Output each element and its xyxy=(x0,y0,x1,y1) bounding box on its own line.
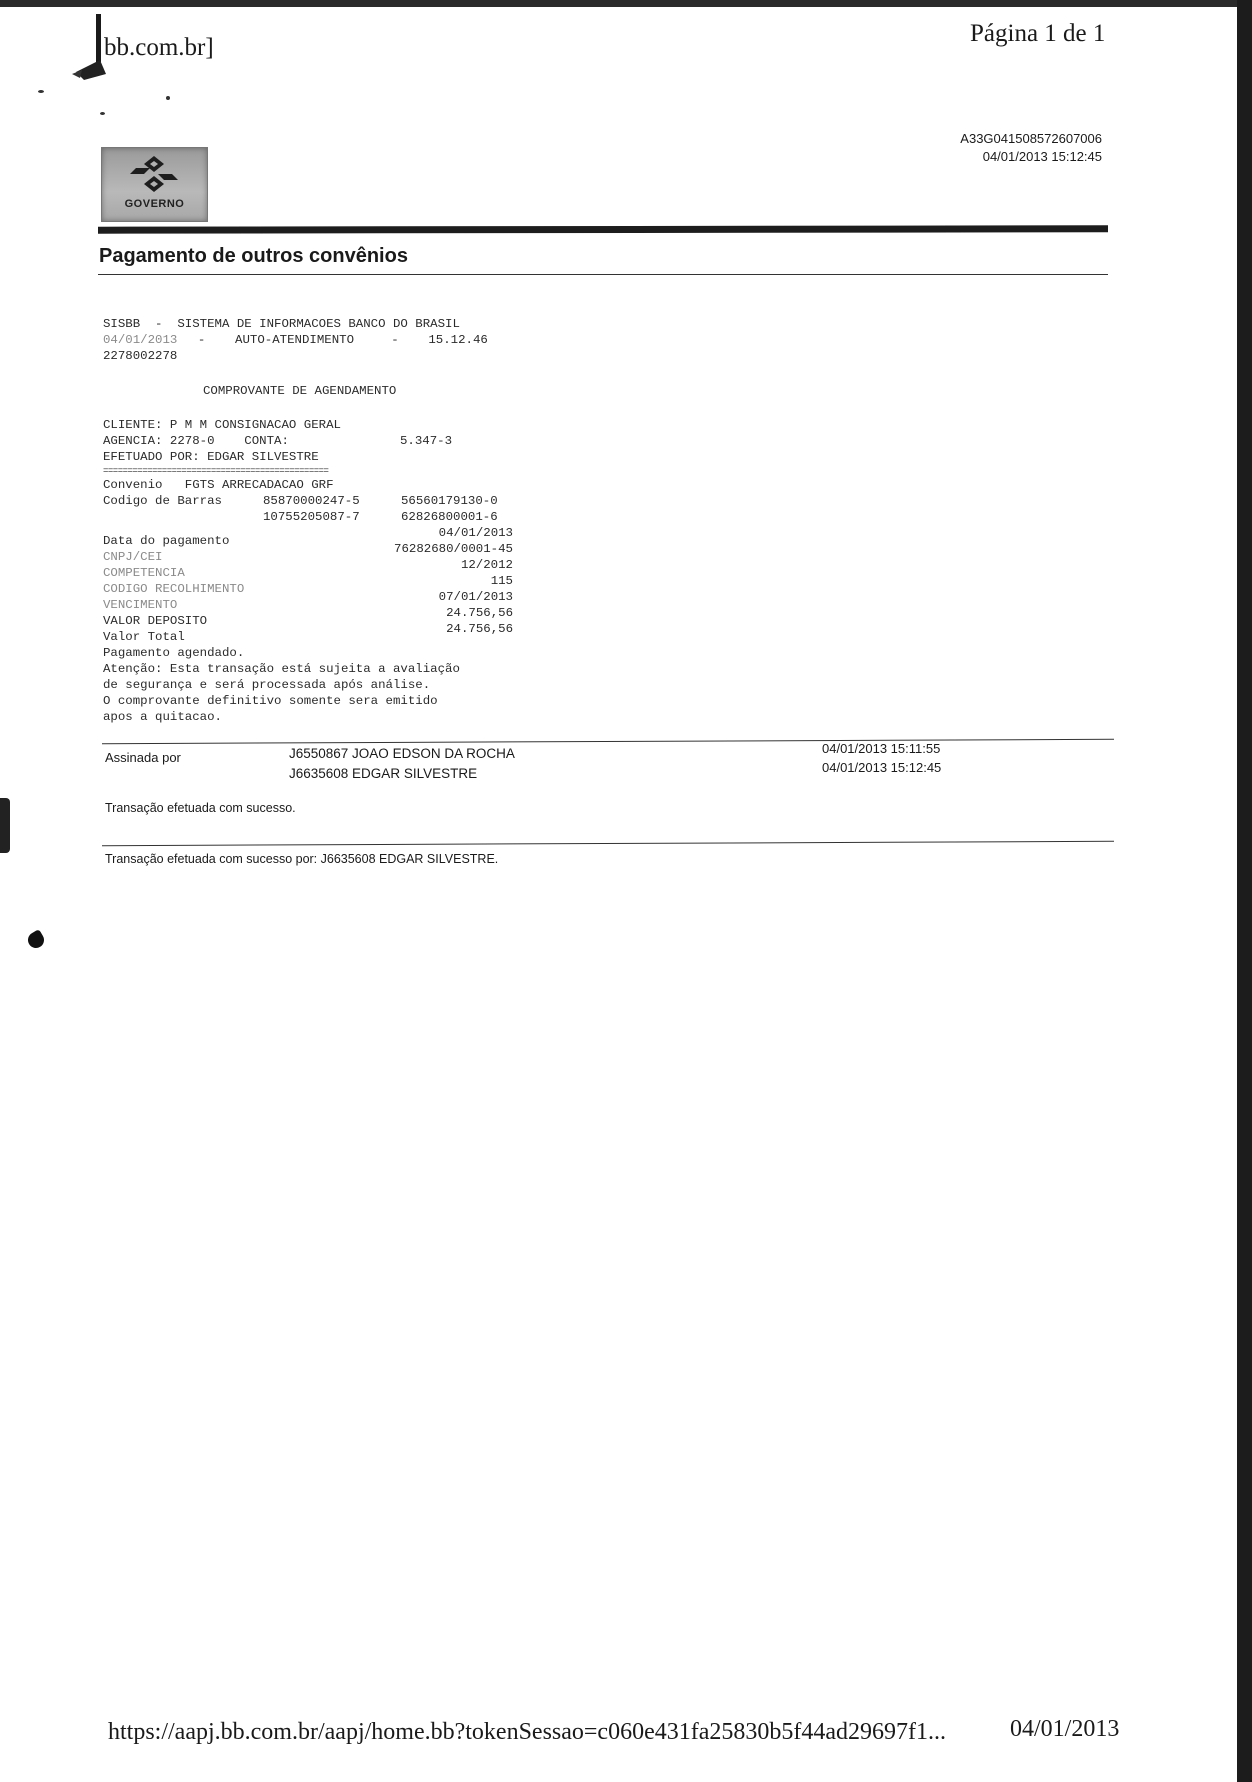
receipt-client: CLIENTE: P M M CONSIGNACAO GERAL xyxy=(103,418,341,432)
cnpj-value: 76282680/0001-45 xyxy=(394,542,513,556)
bb-logo-icon xyxy=(130,154,178,194)
signer-timestamp: 04/01/2013 15:12:45 xyxy=(822,760,942,775)
receipt-heading: COMPROVANTE DE AGENDAMENTO xyxy=(203,384,397,398)
reference-timestamp: 04/01/2013 15:12:45 xyxy=(982,149,1102,164)
header-url-fragment: bb.com.br] xyxy=(104,34,214,61)
barcode-part: 10755205087-7 xyxy=(263,510,360,524)
collection-code-value: 115 xyxy=(490,574,513,588)
barcode-label: Codigo de Barras xyxy=(103,494,222,508)
success-message: Transação efetuada com sucesso. xyxy=(105,801,296,815)
due-date-value: 07/01/2013 xyxy=(438,590,513,604)
receipt-separator: ============================================== xyxy=(103,466,329,476)
attention-note: Atenção: Esta transação está sujeita a avaliação xyxy=(103,662,460,676)
payment-date-label: Data do pagamento xyxy=(103,534,230,548)
banco-do-brasil-governo-logo xyxy=(101,147,208,222)
signer-timestamp: 04/01/2013 15:11:55 xyxy=(822,741,941,756)
header-divider xyxy=(98,225,1108,233)
receipt-performed-by: EFETUADO POR: EDGAR SILVESTRE xyxy=(103,450,319,464)
receipt-account-id: 2278002278 xyxy=(103,349,178,363)
signer-name: J6635608 EDGAR SILVESTRE xyxy=(289,766,478,781)
reference-code: A33G041508572607006 xyxy=(960,131,1102,146)
receipt-agreement: Convenio FGTS ARRECADACAO GRF xyxy=(103,478,334,492)
barcode-part: 85870000247-5 xyxy=(263,494,360,508)
competence-label: COMPETENCIA xyxy=(103,566,185,580)
receipt-date: 04/01/2013 xyxy=(103,333,178,347)
scan-dot xyxy=(38,90,44,93)
deposit-label: VALOR DEPOSITO xyxy=(103,614,208,628)
footer-url: https://aapj.bb.com.br/aapj/home.bb?tokenSessao=c060e431fa25830b5f44ad29697f1... xyxy=(108,1719,947,1745)
barcode-part: 56560179130-0 xyxy=(401,494,498,508)
total-value: 24.756,56 xyxy=(446,622,513,636)
signature-divider xyxy=(102,739,1114,744)
receipt-channel-line: - AUTO-ATENDIMENTO - 15.12.46 xyxy=(183,333,488,347)
footer-date: 04/01/2013 xyxy=(1010,1716,1120,1742)
cnpj-label: CNPJ/CEI xyxy=(103,550,163,564)
scheduled-note: Pagamento agendado. xyxy=(103,646,245,660)
page-title: Pagamento de outros convênios xyxy=(99,245,408,267)
attention-note: de segurança e será processada após análise. xyxy=(103,678,431,692)
signer-name: J6550867 JOAO EDSON DA ROCHA xyxy=(289,746,515,761)
success-by-message: Transação efetuada com sucesso por: J6635608 EDGAR SILVESTRE. xyxy=(105,852,499,866)
title-divider xyxy=(98,274,1108,275)
scan-dot xyxy=(100,112,105,115)
scan-border-right xyxy=(1237,0,1252,1782)
total-label: Valor Total xyxy=(103,630,185,644)
barcode-part: 62826800001-6 xyxy=(401,510,498,524)
competence-value: 12/2012 xyxy=(460,558,513,572)
due-date-label: VENCIMENTO xyxy=(103,598,178,612)
page-indicator: Página 1 de 1 xyxy=(970,20,1106,47)
status-divider xyxy=(102,841,1114,846)
receipt-agency: AGENCIA: 2278-0 CONTA: xyxy=(103,434,289,448)
deposit-value: 24.756,56 xyxy=(446,606,513,620)
payment-date-value: 04/01/2013 xyxy=(438,526,513,540)
scan-artifact-left xyxy=(0,798,10,853)
attention-note: O comprovante definitivo somente sera emitido xyxy=(103,694,438,708)
scan-border-top xyxy=(0,0,1252,7)
scan-artifact-bullet xyxy=(25,929,47,951)
scan-dot xyxy=(166,96,170,100)
receipt-block xyxy=(103,316,513,725)
receipt-account-number: 5.347-3 xyxy=(400,434,453,448)
collection-code-label: CODIGO RECOLHIMENTO xyxy=(103,582,245,596)
logo-label: GOVERNO xyxy=(124,198,185,210)
receipt-system-line: SISBB - SISTEMA DE INFORMACOES BANCO DO BRASIL xyxy=(103,317,460,331)
attention-note: apos a quitacao. xyxy=(103,710,222,724)
signed-by-label: Assinada por xyxy=(105,750,181,765)
